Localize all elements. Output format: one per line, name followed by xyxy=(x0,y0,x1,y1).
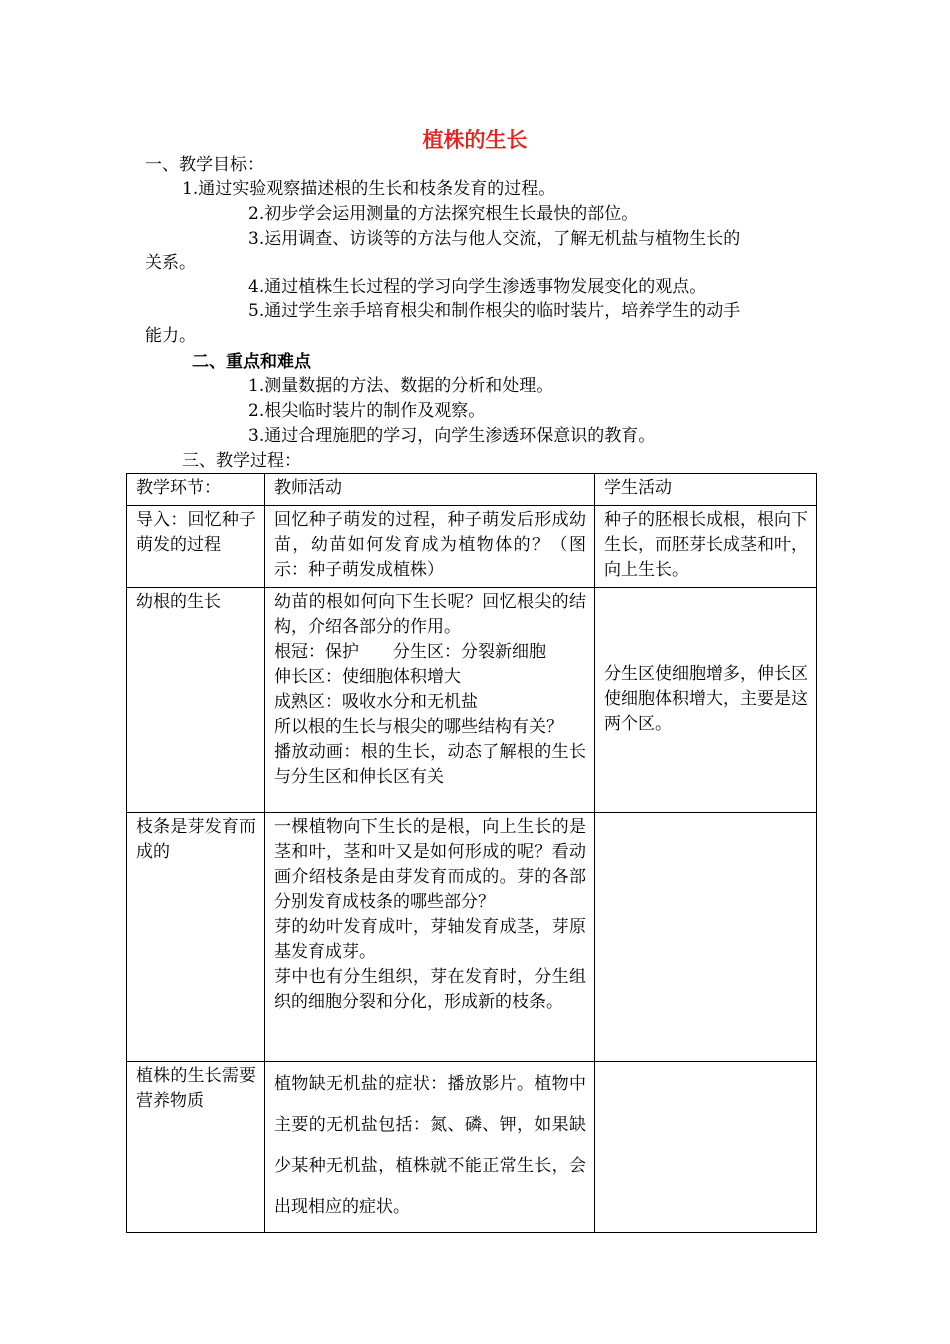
keypoint-3: 3.通过合理施肥的学习，向学生渗透环保意识的教育。 xyxy=(248,426,656,446)
teacher-text: 伸长区：使细胞体积增大 xyxy=(274,667,461,687)
teacher-text: 芽的幼叶发育成叶，芽轴发育成茎，芽原基发育成芽。 xyxy=(274,917,586,962)
teacher-text: 根冠：保护 分生区：分裂新细胞 xyxy=(274,642,546,662)
objective-2: 2.初步学会运用测量的方法探究根生长最快的部位。 xyxy=(248,204,639,224)
table-row xyxy=(127,506,817,588)
teacher-text: 所以根的生长与根尖的哪些结构有关？ xyxy=(274,717,563,737)
student-cell: 种子的胚根长成根，根向下生长，而胚芽长成茎和叶，向上生长。 xyxy=(595,506,817,588)
header-teacher: 教师活动 xyxy=(265,474,595,506)
teaching-process-table xyxy=(126,473,817,1233)
teacher-text: 植物缺无机盐的症状：播放影片。植物中主要的无机盐包括：氮、磷、钾，如果缺少某种无机盐，植株就不能正常生长，会出现相应的症状。 xyxy=(274,1074,586,1217)
section2-heading: 二、重点和难点 xyxy=(192,352,311,372)
objective-3: 3.运用调查、访谈等的方法与他人交流，了解无机盐与植物生长的 xyxy=(248,229,741,249)
teacher-cell xyxy=(265,813,595,1062)
teacher-text: 回忆种子萌发的过程，种子萌发后形成幼苗，幼苗如何发育成为植物体的？（图示：种子萌发成植株） xyxy=(274,510,586,580)
stage-cell: 导入：回忆种子萌发的过程 xyxy=(127,506,265,588)
student-cell: 分生区使细胞增多，伸长区使细胞体积增大，主要是这两个区。 xyxy=(595,588,817,813)
teacher-text: 成熟区：吸收水分和无机盐 xyxy=(274,692,478,712)
teacher-text: 芽中也有分生组织，芽在发育时，分生组织的细胞分裂和分化，形成新的枝条。 xyxy=(274,967,586,1012)
keypoint-1: 1.测量数据的方法、数据的分析和处理。 xyxy=(248,376,554,396)
teacher-text: 幼苗的根如何向下生长呢？回忆根尖的结构，介绍各部分的作用。 xyxy=(274,592,586,637)
student-cell xyxy=(595,1062,817,1233)
table-row xyxy=(127,588,817,813)
keypoint-2: 2.根尖临时装片的制作及观察。 xyxy=(248,401,486,421)
document-title: 植株的生长 xyxy=(422,128,528,152)
stage-cell: 枝条是芽发育而成的 xyxy=(127,813,265,1062)
teacher-text: 播放动画：根的生长，动态了解根的生长与分生区和伸长区有关 xyxy=(274,742,586,787)
table-row xyxy=(127,1062,817,1233)
header-stage: 教学环节： xyxy=(127,474,265,506)
section3-heading: 三、教学过程： xyxy=(182,451,301,471)
teacher-cell xyxy=(265,1062,595,1233)
teacher-text: 一棵植物向下生长的是根，向上生长的是茎和叶，茎和叶又是如何形成的呢？看动画介绍枝条是由芽发育而成的。芽的各部分别发育成枝条的哪些部分？ xyxy=(274,817,586,912)
table-header-row xyxy=(127,474,817,506)
teacher-cell xyxy=(265,588,595,813)
section1-heading: 一、教学目标： xyxy=(145,155,264,175)
student-cell xyxy=(595,813,817,1062)
objective-3-cont: 关系。 xyxy=(145,253,196,273)
header-student: 学生活动 xyxy=(595,474,817,506)
objective-4: 4.通过植株生长过程的学习向学生渗透事物发展变化的观点。 xyxy=(248,277,707,297)
objective-1: 1.通过实验观察描述根的生长和枝条发育的过程。 xyxy=(182,179,556,199)
stage-cell: 幼根的生长 xyxy=(127,588,265,813)
objective-5: 5.通过学生亲手培育根尖和制作根尖的临时装片，培养学生的动手 xyxy=(248,301,741,321)
objective-5-cont: 能力。 xyxy=(145,326,196,346)
stage-cell: 植株的生长需要营养物质 xyxy=(127,1062,265,1233)
table-row xyxy=(127,813,817,1062)
teacher-cell xyxy=(265,506,595,588)
